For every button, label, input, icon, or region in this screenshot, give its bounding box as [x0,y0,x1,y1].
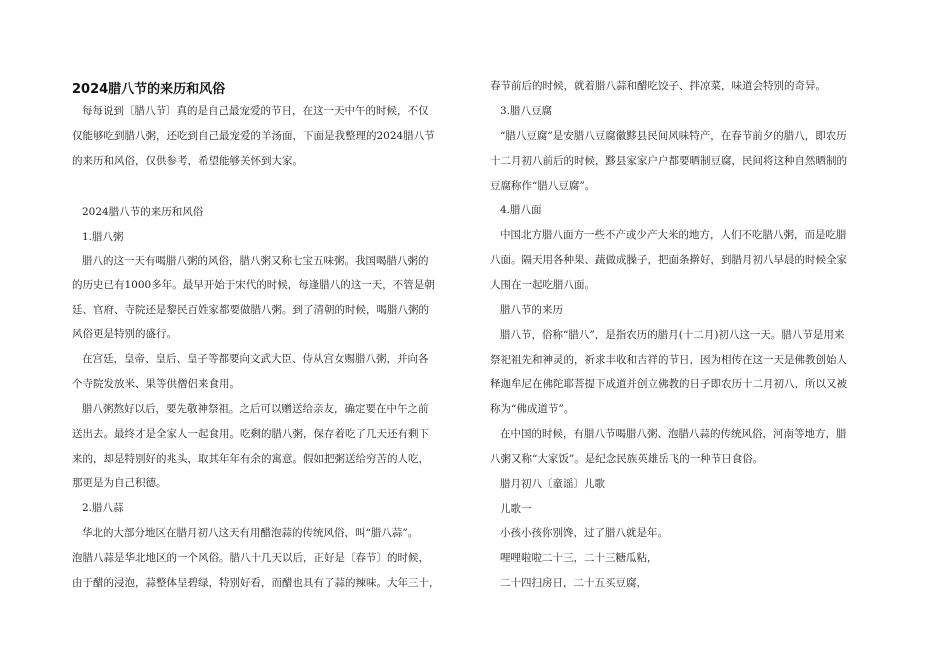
paragraph-line: 华北的大部分地区在腊月初八这天有用醋泡蒜的传统风俗，叫“腊八蒜”。 [82,527,419,539]
paragraph-line: 的历史已有1000多年。最早开始于宋代的时候，每逢腊八的这一天，不管是朝 [72,279,435,291]
paragraph-line: 来的，却是特别好的兆头，取其年年有余的寓意。假如把粥送给穷苦的人吃， [72,453,429,465]
paragraph-line: 每每说到〔腊八节〕真的是自己最宠爱的节日，在这一天中午的时候，不仅 [82,105,429,117]
paragraph-line: 春节前后的时候，就着腊八蒜和醋吃饺子、拌凉菜，味道会特别的奇异。 [490,80,826,92]
paragraph-line: 释迦牟尼在佛陀耶菩提下成道并创立佛教的日子即农历十二月初八，所以又被 [490,378,847,390]
song-line: 哩哩啦啦二十三，二十三糖瓜粘， [500,552,658,564]
paragraph-line: 泡腊八蒜是华北地区的一个风俗。腊八十几天以后，正好是〔春节〕的时候， [72,552,429,564]
paragraph-line: 个寺院发放米、果等供僧侣来食用。 [72,378,240,390]
section-heading: 腊八节的来历 [500,304,563,316]
paragraph-line: 人围在一起吃腊八面。 [490,279,595,291]
subsection-heading: 儿歌一 [500,503,532,515]
paragraph-line: 中国北方腊八面方一些不产或少产大米的地方，人们不吃腊八粥，而是吃腊 [500,229,847,241]
paragraph-line: 祭祀祖先和神灵的，祈求丰收和吉祥的节日，因为相传在这一天是佛教创始人 [490,354,847,366]
paragraph-line: 八粥又称“大家饭”。是纪念民族英雄岳飞的一种节日食俗。 [490,453,764,465]
subsection-heading: 1.腊八粥 [82,231,124,243]
subsection-heading: 2.腊八蒜 [82,502,124,514]
subsection-heading: 3.腊八豆腐 [500,105,553,117]
paragraph-line: 的来历和风俗，仅供参考，希望能够关怀到大家。 [72,155,303,167]
paragraph-line: 八面。隔天用各种果、蔬做成臊子，把面条擀好，到腊月初八早晨的时候全家 [490,254,847,266]
section-heading: 腊月初八〔童谣〕儿歌 [500,478,605,490]
song-line: 二十四扫房日，二十五买豆腐， [500,577,647,589]
paragraph-line: 送出去。最终才是全家人一起食用。吃剩的腊八粥，保存着吃了几天还有剩下 [72,428,429,440]
paragraph-line: 腊八的这一天有喝腊八粥的风俗，腊八粥又称七宝五味粥。我国喝腊八粥的 [82,255,429,267]
paragraph-line: “腊八豆腐”是安腊八豆腐徽黟县民间风味特产，在春节前夕的腊八，即农历 [500,130,847,142]
paragraph-line: 仅能够吃到腊八粥，还吃到自己最宠爱的羊汤面，下面是我整理的2024腊八节 [72,130,435,142]
paragraph-line: 十二月初八前后的时候，黟县家家户户都要晒制豆腐，民间将这种自然晒制的 [490,155,847,167]
paragraph-line: 那更是为自己积德。 [72,477,167,489]
paragraph-line: 豆腐称作“腊八豆腐”。 [490,180,596,192]
paragraph-line: 由于醋的浸泡，蒜整体呈碧绿，特别好看，而醋也具有了蒜的辣味。大年三十， [72,577,440,589]
paragraph-line: 腊八粥熬好以后，要先敬神祭祖。之后可以赠送给亲友，确定要在中午之前 [82,403,429,415]
paragraph-line: 在中国的时候，有腊八节喝腊八粥、泡腊八蒜的传统风俗，河南等地方，腊 [500,428,847,440]
paragraph-line: 在宫廷，皇帝、皇后、皇子等都要向文武大臣、侍从宫女赐腊八粥，并向各 [82,353,429,365]
paragraph-line: 风俗更是特别的盛行。 [72,328,177,340]
paragraph-line: 腊八节，俗称“腊八”，是指农历的腊月(十二月)初八这一天。腊八节是用来 [500,329,845,341]
paragraph-line: 称为“佛成道节”。 [490,403,575,415]
paragraph-line: 廷、官府、寺院还是黎民百姓家都要做腊八粥。到了清朝的时候，喝腊八粥的 [72,304,429,316]
song-line: 小孩小孩你别馋，过了腊八就是年。 [500,527,668,539]
section-heading: 2024腊八节的来历和风俗 [82,206,204,218]
document-title: 2024腊八节的来历和风俗 [72,82,226,97]
subsection-heading: 4.腊八面 [500,204,542,216]
